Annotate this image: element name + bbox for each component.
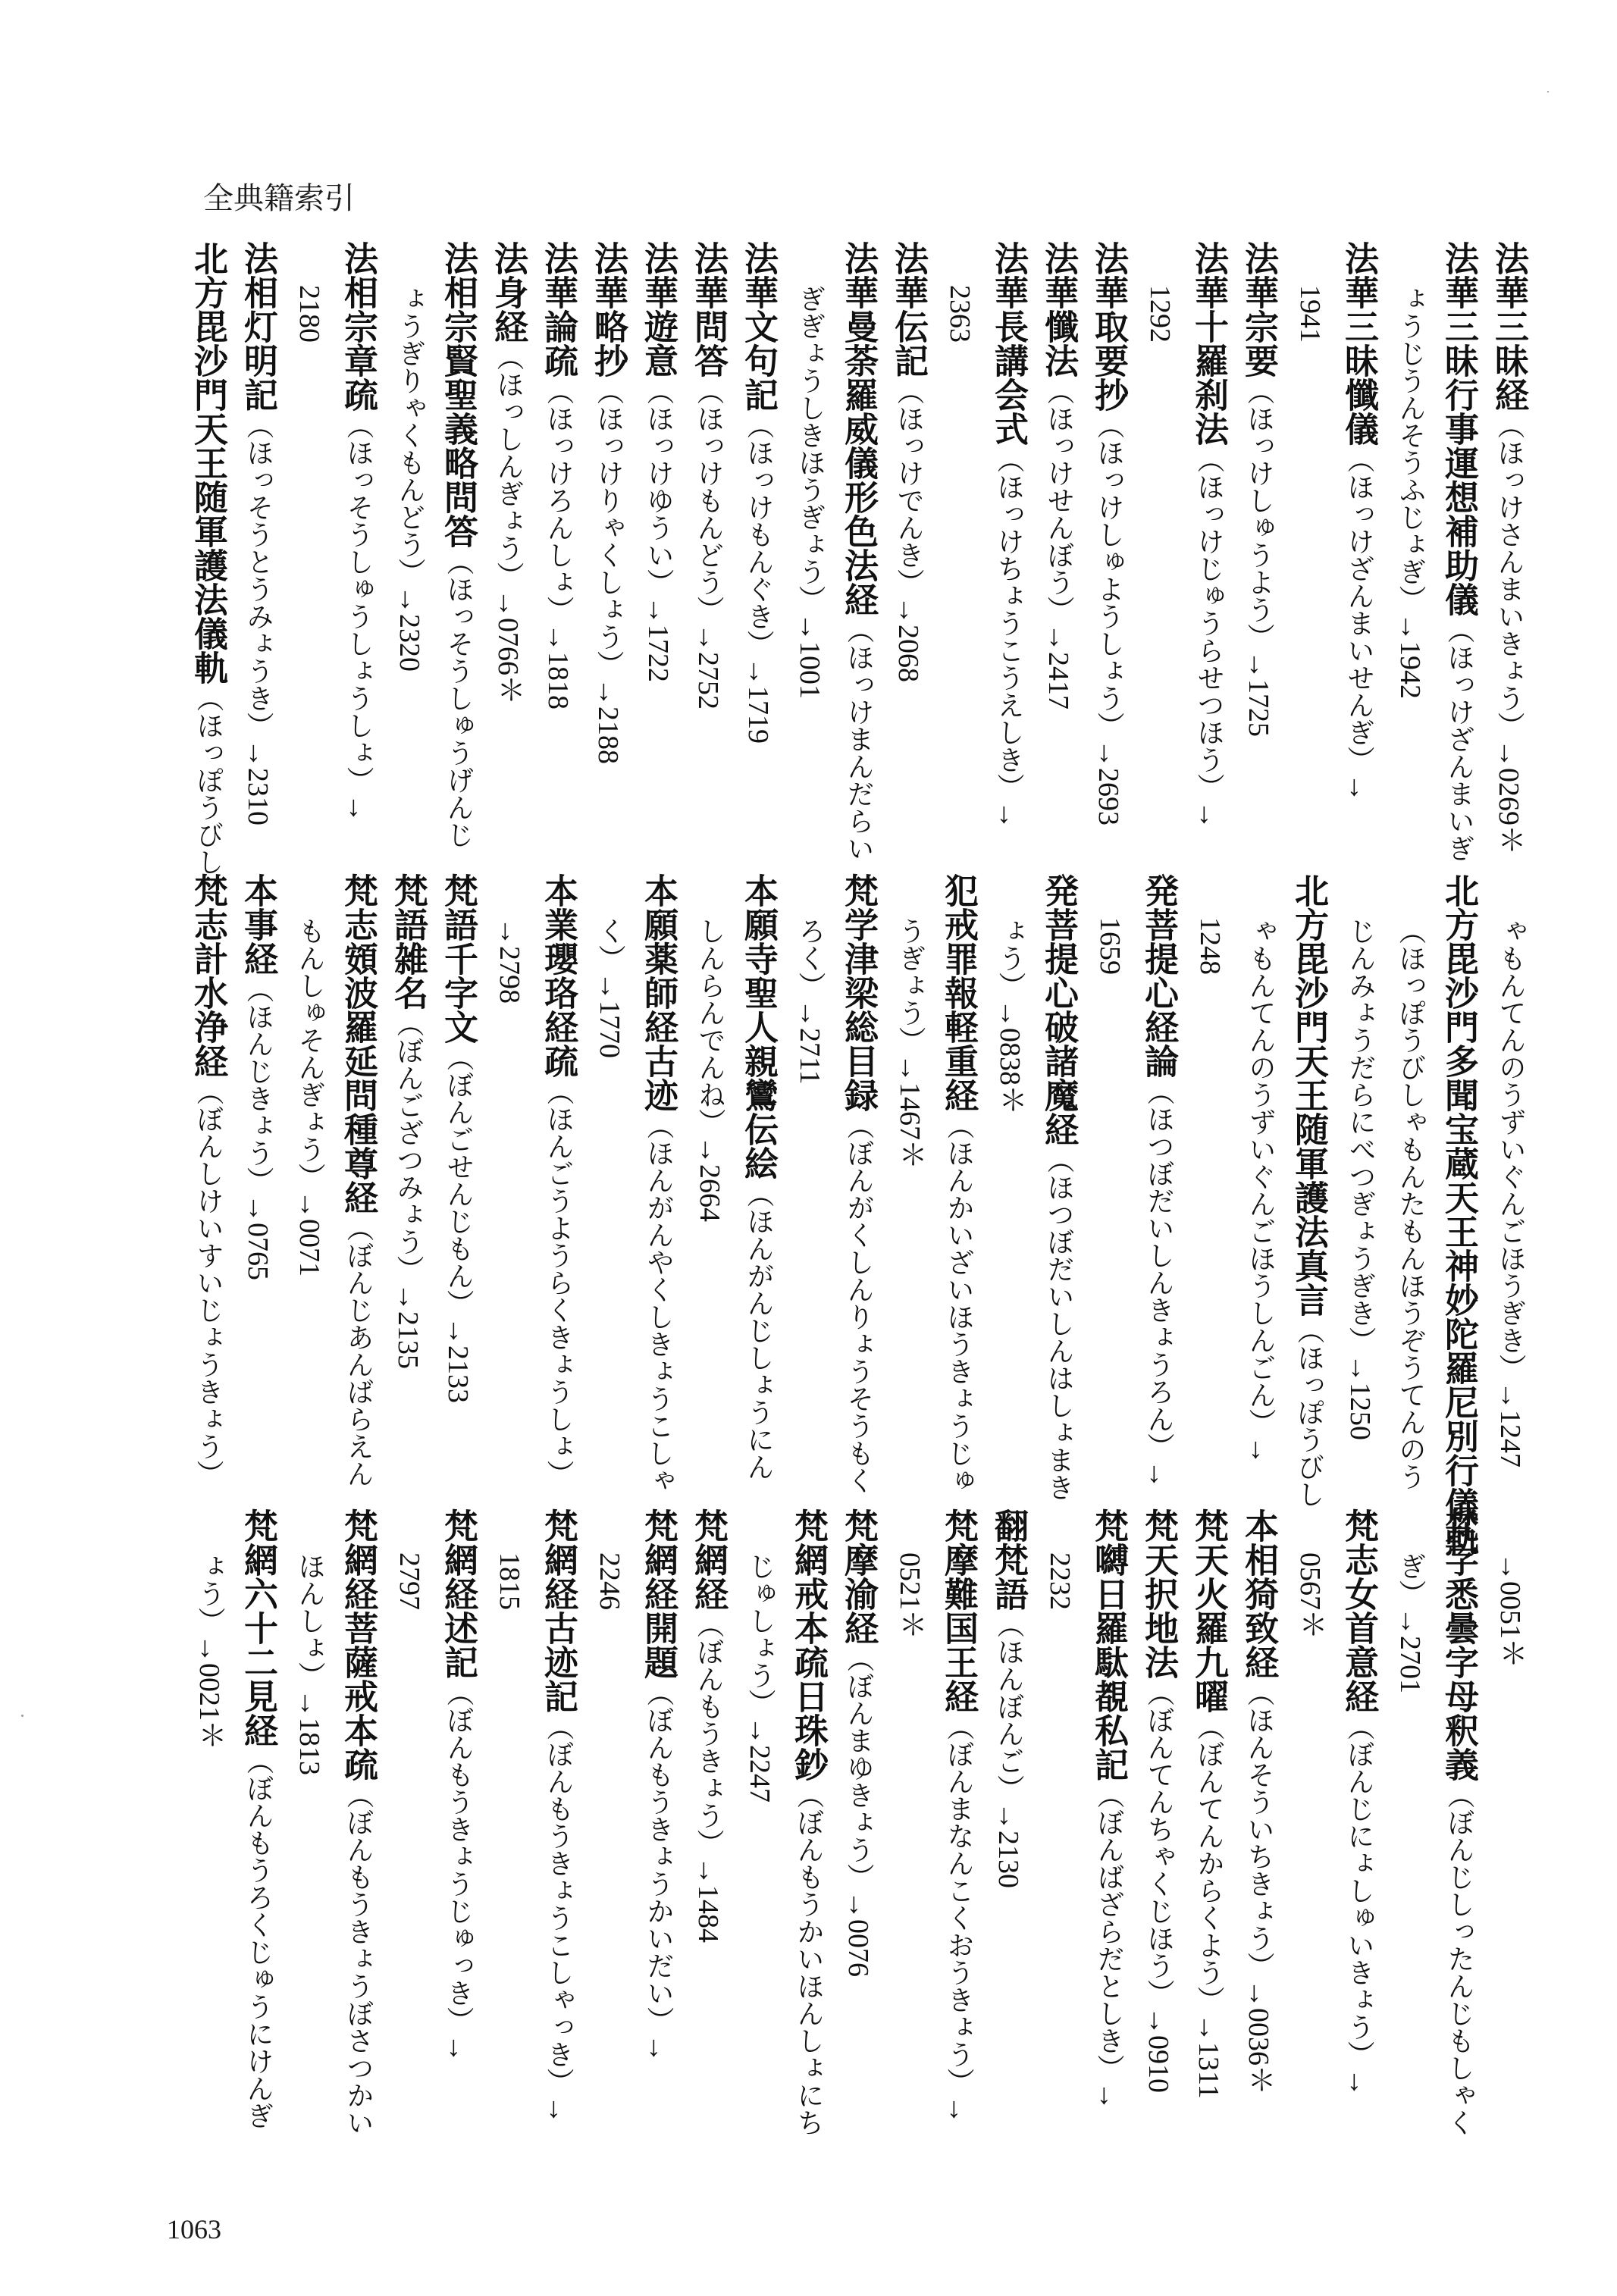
entry-ref: →: [1192, 800, 1224, 829]
entry-term: 翻梵語: [989, 1508, 1029, 1611]
page-number: 1063: [167, 2214, 221, 2244]
index-entry: [725, 241, 779, 744]
entry-term: 法華十羅刹法: [1189, 241, 1229, 446]
index-block-middle: [175, 873, 1526, 1555]
index-entry: [1426, 873, 1479, 1555]
index-entry: [625, 873, 678, 1494]
entry-ref: 1248: [1194, 917, 1226, 975]
entry-ref: →0021＊: [193, 1634, 225, 1749]
index-entry: [225, 1508, 278, 2129]
entry-term: 発菩提心破諸魔経: [1039, 873, 1079, 1146]
entry-term: 法身経: [488, 241, 528, 343]
index-entry: [926, 873, 979, 1494]
entry-term: 梵嚩日羅駄覩私記: [1089, 1508, 1129, 1781]
entry-reading: （ほんぼんご）: [993, 1611, 1024, 1802]
entry-term: 発菩提心経論: [1139, 873, 1179, 1078]
entry-ref: →0071: [293, 1190, 325, 1276]
entry-reading: （ほっけもんぐき）: [743, 412, 774, 657]
entry-reading: ょうぎりゃくもんどう）: [394, 285, 425, 585]
index-entry-continuation: [375, 241, 425, 672]
entry-ref: →2135: [392, 1283, 424, 1369]
entry-term: 梵網経述記: [438, 1508, 478, 1679]
entry-ref: →: [642, 2034, 674, 2063]
entry-reading: （ぼんもうろくじゅうにけんぎ: [243, 1747, 274, 2129]
entry-reading: じゅしょう）: [744, 1552, 776, 1716]
running-header: 全典籍索引: [203, 181, 355, 216]
index-entry: [725, 873, 779, 1480]
entry-ref: →: [1343, 2068, 1374, 2097]
entry-ref: →: [942, 2095, 974, 2124]
index-entry: [425, 1508, 478, 2063]
index-entry: [625, 241, 678, 682]
scan-speck: [1547, 91, 1549, 92]
index-entry-continuation: [1226, 873, 1276, 1464]
index-entry: [425, 241, 478, 848]
entry-ref: →2664: [694, 1135, 725, 1222]
entry-reading: （ほっけろんしょ）: [543, 377, 574, 623]
entry-reading: （ほっそうしゅうげんじ: [443, 548, 474, 848]
index-entry-continuation: [575, 873, 625, 1058]
entry-term: 梵摩難国王経: [939, 1508, 979, 1713]
entry-ref: →1311: [1192, 2013, 1224, 2099]
index-entry: [525, 241, 578, 709]
index-entry-continuation: [1126, 241, 1176, 343]
entry-term: 梵語雑名: [388, 873, 428, 1010]
entry-term: 法華長講会式: [989, 241, 1029, 446]
entry-term: 法華文句記: [738, 241, 779, 412]
entry-term: 北方毘沙門天王随軍護法真言: [1289, 873, 1329, 1317]
index-entry: [1426, 241, 1479, 862]
entry-term: 梵網経: [688, 1508, 729, 1611]
entry-reading: （ぼんしけいすいじょうきょう）: [193, 1078, 224, 1487]
entry-term: 本願薬師経古迹: [638, 873, 678, 1112]
entry-ref: 2180: [293, 285, 325, 343]
entry-reading: （ほっけもんどう）: [693, 377, 724, 623]
entry-ref: 2363: [944, 285, 976, 343]
index-entry: [1026, 241, 1079, 709]
entry-reading: （ほっけざんまいぎ: [1443, 616, 1474, 862]
entry-term: 梵網経古迹記: [538, 1508, 578, 1713]
entry-ref: →1813: [293, 1689, 325, 1775]
entry-term: 法華三昧懺儀: [1339, 241, 1379, 446]
entry-ref: →2798: [494, 917, 525, 1004]
entry-term: 梵網六十二見経: [238, 1508, 278, 1747]
index-entry: [1226, 241, 1279, 737]
entry-term: 梵網戒本疏日珠鈔: [788, 1508, 829, 1781]
entry-reading: （ぼんまゆきょう）: [843, 1645, 874, 1890]
index-entry-continuation: [275, 1508, 325, 1775]
index-entry: [1076, 1508, 1129, 2110]
entry-reading: く）: [594, 917, 625, 972]
index-entry: [675, 241, 729, 709]
entry-ref: →1942: [1394, 612, 1426, 699]
index-entry: [776, 1508, 829, 2136]
entry-ref: →: [992, 800, 1024, 829]
entry-term: 法華遊意: [638, 241, 678, 377]
index-entry: [525, 1508, 578, 2124]
entry-reading: （ほっけでんき）: [893, 377, 924, 596]
index-entry: [525, 873, 578, 1487]
entry-term: 本事経: [238, 873, 278, 976]
entry-term: 梵字悉曇字母釈義: [1439, 1508, 1479, 1781]
entry-term: 本業瓔珞経疏: [538, 873, 578, 1078]
entry-reading: （ほっけしゅうよう）: [1243, 377, 1274, 650]
entry-reading: もんしゅそんぎょう）: [294, 917, 325, 1190]
entry-term: 本相猗致経: [1239, 1508, 1279, 1679]
entry-reading: （ぼんもうきょうじゅっき）: [443, 1679, 474, 2034]
index-entry: [1126, 873, 1179, 1489]
index-entry-continuation: [175, 1508, 225, 1749]
index-entry-continuation: [275, 241, 325, 343]
index-entry-continuation: [475, 873, 525, 1004]
entry-reading: （ほっしんぎょう）: [493, 343, 524, 589]
entry-reading: （ほっそうしゅうしょうしょ）: [343, 412, 374, 794]
index-entry-continuation: [1276, 1508, 1326, 1639]
entry-ref: →: [1142, 1460, 1174, 1489]
entry-reading: （ぼんてんからくよう）: [1193, 1713, 1224, 2013]
entry-ref: 2232: [1044, 1552, 1076, 1610]
entry-reading: ろく）: [794, 917, 826, 999]
entry-reading: （ぼんてんちゃくじほう）: [1143, 1679, 1174, 2006]
entry-reading: じんみょうだらにべつぎょうぎき）: [1345, 917, 1376, 1354]
index-entry: [1326, 241, 1379, 802]
entry-reading: （ぼんじにょしゅいきょう）: [1343, 1713, 1374, 2068]
entry-term: 梵志計水浄経: [188, 873, 228, 1078]
index-entry-continuation: [1376, 241, 1426, 699]
entry-ref: →2068: [892, 596, 924, 682]
index-entry: [325, 241, 378, 822]
entry-ref: →0051＊: [1494, 1552, 1526, 1668]
scan-speck: [21, 1715, 24, 1717]
entry-reading: （ほっそうとうみょうき）: [243, 412, 274, 739]
entry-term: 梵語千字文: [438, 873, 478, 1044]
index-entry: [175, 873, 228, 1487]
entry-reading: ゃもんてんのうずいぐんごほうぎき）: [1495, 917, 1526, 1381]
index-entry-continuation: [926, 241, 976, 343]
index-entry-continuation: [575, 1508, 625, 1610]
entry-term: 法華三昧行事運想補助儀: [1439, 241, 1479, 616]
entry-term: 犯戒罪報軽重経: [939, 873, 979, 1112]
entry-ref: →2188: [592, 678, 624, 764]
entry-ref: 1659: [1094, 917, 1126, 975]
index-entry-continuation: [876, 1508, 926, 1639]
index-entry: [1426, 1508, 1479, 2136]
index-entry-continuation: [1176, 873, 1226, 975]
index-entry-continuation: [475, 1508, 525, 1610]
entry-ref: →2711: [794, 999, 826, 1085]
index-entry-continuation: [375, 1508, 425, 1610]
index-entry: [1276, 873, 1329, 1508]
entry-reading: （ほっけざんまいせんぎ）: [1343, 446, 1374, 773]
entry-ref: 1292: [1144, 285, 1176, 343]
entry-term: 梵学津梁総目録: [838, 873, 879, 1112]
entry-term: 北方毘沙門天王随軍護法儀軌: [188, 241, 228, 684]
index-entry: [325, 873, 378, 1487]
entry-reading: （ぼんごせんじもん）: [443, 1044, 474, 1317]
entry-term: 法華論疏: [538, 241, 578, 377]
entry-ref: →: [342, 794, 374, 822]
entry-ref: →1770: [594, 972, 625, 1058]
entry-ref: →0838＊: [994, 999, 1026, 1114]
index-entry: [575, 241, 628, 764]
index-block-bottom: [175, 1508, 1526, 2136]
index-entry-continuation: [776, 241, 826, 699]
index-entry: [1226, 1508, 1279, 2094]
index-entry: [225, 873, 278, 1280]
index-entry-continuation: [1476, 873, 1526, 1467]
index-entry: [1476, 241, 1529, 854]
entry-ref: →0765: [242, 1194, 274, 1280]
entry-ref: →1250: [1344, 1354, 1376, 1440]
index-entry-continuation: [1276, 241, 1326, 343]
entry-ref: →2310: [242, 739, 274, 825]
entry-reading: しんらんでんね）: [694, 917, 725, 1135]
entry-reading: （ほんごうようらくきょうしょ）: [543, 1078, 574, 1487]
entry-ref: →1722: [642, 596, 674, 682]
index-entry: [1026, 873, 1079, 1501]
index-entry: [826, 873, 879, 1494]
index-entry: [375, 873, 428, 1369]
index-entry: [175, 241, 228, 875]
entry-ref: →1484: [692, 1856, 724, 1943]
entry-reading: ょう）: [194, 1552, 225, 1634]
index-entry-continuation: [876, 873, 926, 1169]
entry-ref: →0076: [842, 1890, 874, 1977]
entry-reading: （ぼんがくしんりょうそうもく: [843, 1112, 874, 1494]
entry-term: 法華略抄: [588, 241, 628, 377]
entry-term: 法華問答: [688, 241, 729, 377]
entry-reading: （ほんじきょう）: [243, 976, 274, 1194]
entry-ref: →2752: [692, 623, 724, 709]
entry-term: 法華懺法: [1039, 241, 1079, 377]
entry-term: 法華宗要: [1239, 241, 1279, 377]
entry-reading: （ぼんもうきょうこしゃっき）: [543, 1713, 574, 2095]
entry-reading: （ほっけりゃくしょう）: [593, 377, 624, 678]
entry-ref: 1815: [494, 1552, 525, 1610]
entry-term: 法相灯明記: [238, 241, 278, 412]
index-entry: [475, 241, 528, 704]
entry-ref: →1001: [794, 612, 826, 699]
index-entry-continuation: [675, 873, 725, 1222]
entry-ref: →: [1092, 2081, 1124, 2110]
entry-reading: （ほっぽうびし: [193, 684, 224, 875]
entry-reading: （ぼんじしったんじもしゃく: [1443, 1781, 1474, 2136]
entry-reading: （ほんがんやくしきょうこしゃ: [643, 1112, 674, 1494]
entry-ref: →2693: [1092, 739, 1124, 825]
entry-ref: 0521＊: [894, 1552, 926, 1639]
index-block-top: [175, 241, 1529, 875]
index-entry: [1076, 241, 1129, 825]
index-entry: [926, 1508, 979, 2124]
index-entry: [1326, 1508, 1379, 2097]
entry-ref: →1719: [742, 657, 774, 744]
index-entry-continuation: [275, 873, 325, 1276]
entry-term: 梵志女首意経: [1339, 1508, 1379, 1713]
index-entry-continuation: [976, 873, 1026, 1114]
index-entry: [976, 1508, 1029, 1888]
entry-reading: （ほっけまんだらい: [843, 616, 874, 862]
entry-reading: （ほっけせんぼう）: [1043, 377, 1074, 623]
index-entry: [826, 241, 879, 862]
entry-reading: （ぼんもうきょうかいだい）: [643, 1679, 674, 2034]
index-entry-continuation: [776, 873, 826, 1085]
entry-term: 法華三昧経: [1489, 241, 1529, 412]
index-entry: [976, 241, 1029, 829]
entry-ref: 0567＊: [1294, 1552, 1326, 1639]
entry-ref: →: [1343, 773, 1374, 802]
entry-ref: 1941: [1294, 285, 1326, 343]
entry-ref: →: [442, 2034, 474, 2063]
entry-term: 梵天火羅九曜: [1189, 1508, 1229, 1713]
index-entry: [425, 873, 478, 1403]
index-entry: [1176, 241, 1229, 829]
entry-reading: （ほつぼだいしんはしょまき: [1043, 1146, 1074, 1501]
index-entry-continuation: [1476, 1508, 1526, 1668]
entry-reading: （ほっけじゅうらせつほう）: [1193, 446, 1224, 800]
index-entry-continuation: [1376, 1508, 1426, 1693]
entry-reading: （ぼんまなんこくおうきょう）: [943, 1713, 974, 2095]
entry-reading: （ほっけちょうこうえしき）: [993, 446, 1024, 800]
entry-ref: →0269＊: [1493, 739, 1525, 854]
entry-reading: （ほつぼだいしんきょうろん）: [1143, 1078, 1174, 1460]
entry-reading: ょうじうんそうふじょぎ）: [1395, 285, 1426, 612]
index-entry: [325, 1508, 378, 2136]
index-entry: [625, 1508, 678, 2063]
entry-term: 梵志頞波羅延問種尊経: [338, 873, 378, 1214]
entry-term: 法華伝記: [888, 241, 929, 377]
entry-ref: →0910: [1142, 2006, 1174, 2093]
entry-ref: 2797: [393, 1552, 425, 1610]
entry-reading: （ぼんじあんばらえん: [343, 1214, 374, 1487]
entry-ref: →2320: [393, 585, 425, 672]
index-entry-continuation: [1076, 873, 1126, 975]
entry-term: 梵網経開題: [638, 1508, 678, 1679]
entry-term: 梵摩渝経: [838, 1508, 879, 1645]
entry-reading: （ぼんもうきょう）: [693, 1611, 724, 1856]
index-entry-continuation: [725, 1508, 776, 1803]
entry-term: 梵天択地法: [1139, 1508, 1179, 1679]
index-entry-continuation: [1326, 873, 1376, 1440]
entry-ref: →0036＊: [1243, 1979, 1274, 2094]
index-entry: [876, 241, 929, 682]
entry-ref: →1818: [542, 623, 574, 709]
entry-term: 法相宗賢聖義略問答: [438, 241, 478, 548]
entry-reading: （ほっけゆうい）: [643, 377, 674, 596]
index-entry-continuation: [1026, 1508, 1076, 1610]
index-entry-continuation: [1376, 873, 1426, 1490]
entry-reading: ぎ）: [1395, 1552, 1426, 1607]
index-entry: [1126, 1508, 1179, 2093]
entry-ref: →2130: [992, 1802, 1024, 1888]
entry-ref: →0766＊: [492, 589, 524, 704]
entry-reading: （ほっけしゅようしょう）: [1093, 412, 1124, 739]
entry-reading: （ほっぽうびし: [1293, 1317, 1324, 1508]
entry-reading: うぎょう）: [895, 917, 926, 1054]
index-entry: [1176, 1508, 1229, 2099]
entry-term: 法相宗章疏: [338, 241, 378, 412]
index-entry: [225, 241, 278, 825]
entry-term: 梵網経菩薩戒本疏: [338, 1508, 378, 1781]
entry-ref: →: [1244, 1436, 1276, 1464]
entry-ref: 2246: [594, 1552, 625, 1610]
entry-ref: →2701: [1394, 1607, 1426, 1693]
entry-ref: →2417: [1042, 623, 1074, 709]
entry-reading: （ほっぽうびしゃもんたもんほうぞうてんのう: [1395, 917, 1426, 1490]
entry-ref: →1725: [1243, 650, 1274, 737]
entry-ref: →: [542, 2095, 574, 2124]
entry-reading: （ぼんもうかいほんしょにち: [793, 1781, 824, 2136]
entry-ref: →1467＊: [894, 1054, 926, 1169]
entry-reading: （ほっけさんまいきょう）: [1493, 412, 1525, 739]
index-entry: [675, 1508, 729, 1943]
entry-reading: （ぼんござつみょう）: [393, 1010, 424, 1283]
entry-term: 本願寺聖人親鸞伝絵: [738, 873, 779, 1180]
entry-reading: （ぼんもうきょうぼさつかい: [343, 1781, 374, 2136]
entry-reading: ゃもんてんのうずいぐんごほうしんごん）: [1245, 917, 1276, 1436]
entry-reading: （ほんがんじしょうにん: [743, 1180, 774, 1480]
entry-ref: →2133: [442, 1317, 474, 1403]
entry-reading: （ほんかいざいほうきょうじゅ: [943, 1112, 974, 1494]
entry-reading: （ほんそういちきょう）: [1243, 1679, 1274, 1979]
entry-term: 法華取要抄: [1089, 241, 1129, 412]
entry-reading: ほんしょ）: [294, 1552, 325, 1689]
entry-reading: （ぼんばざらだとしき）: [1093, 1781, 1124, 2081]
entry-term: 北方毘沙門多聞宝蔵天王神妙陀羅尼別行儀軌: [1439, 873, 1479, 1555]
entry-term: 法華曼荼羅威儀形色法経: [838, 241, 879, 616]
index-entry: [826, 1508, 879, 1977]
entry-ref: →2247: [744, 1716, 776, 1803]
entry-ref: →1247: [1494, 1381, 1526, 1467]
entry-reading: ぎぎょうしきほうぎょう）: [794, 285, 826, 612]
entry-reading: ょう）: [995, 917, 1026, 999]
